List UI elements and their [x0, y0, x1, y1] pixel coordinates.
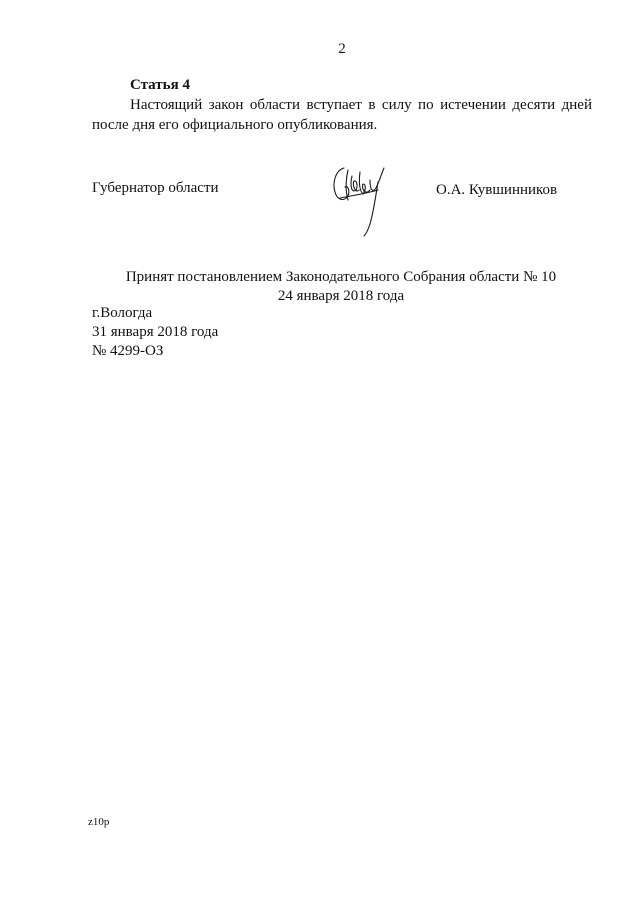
adoption-line-2: 24 января 2018 года [277, 288, 405, 304]
law-number: № 4299-ОЗ [92, 343, 164, 359]
article-heading: Статья 4 [130, 77, 190, 93]
adoption-line-1: Принят постановлением Законодательного Собрания области № 10 [125, 269, 557, 285]
place-date-block [92, 304, 218, 361]
page-number: 2 [338, 41, 346, 57]
article-body: Настоящий закон области вступает в силу по истечении десяти дней после дня его официального опубликования. [92, 97, 592, 133]
governor-title: Губернатор области [92, 180, 219, 196]
signature-image [330, 160, 392, 238]
document-code: z10p [88, 816, 110, 828]
law-date: 31 января 2018 года [92, 324, 219, 340]
adoption-note [100, 268, 582, 306]
governor-name: О.А. Кувшинников [436, 182, 558, 198]
city: г.Вологда [92, 305, 153, 321]
